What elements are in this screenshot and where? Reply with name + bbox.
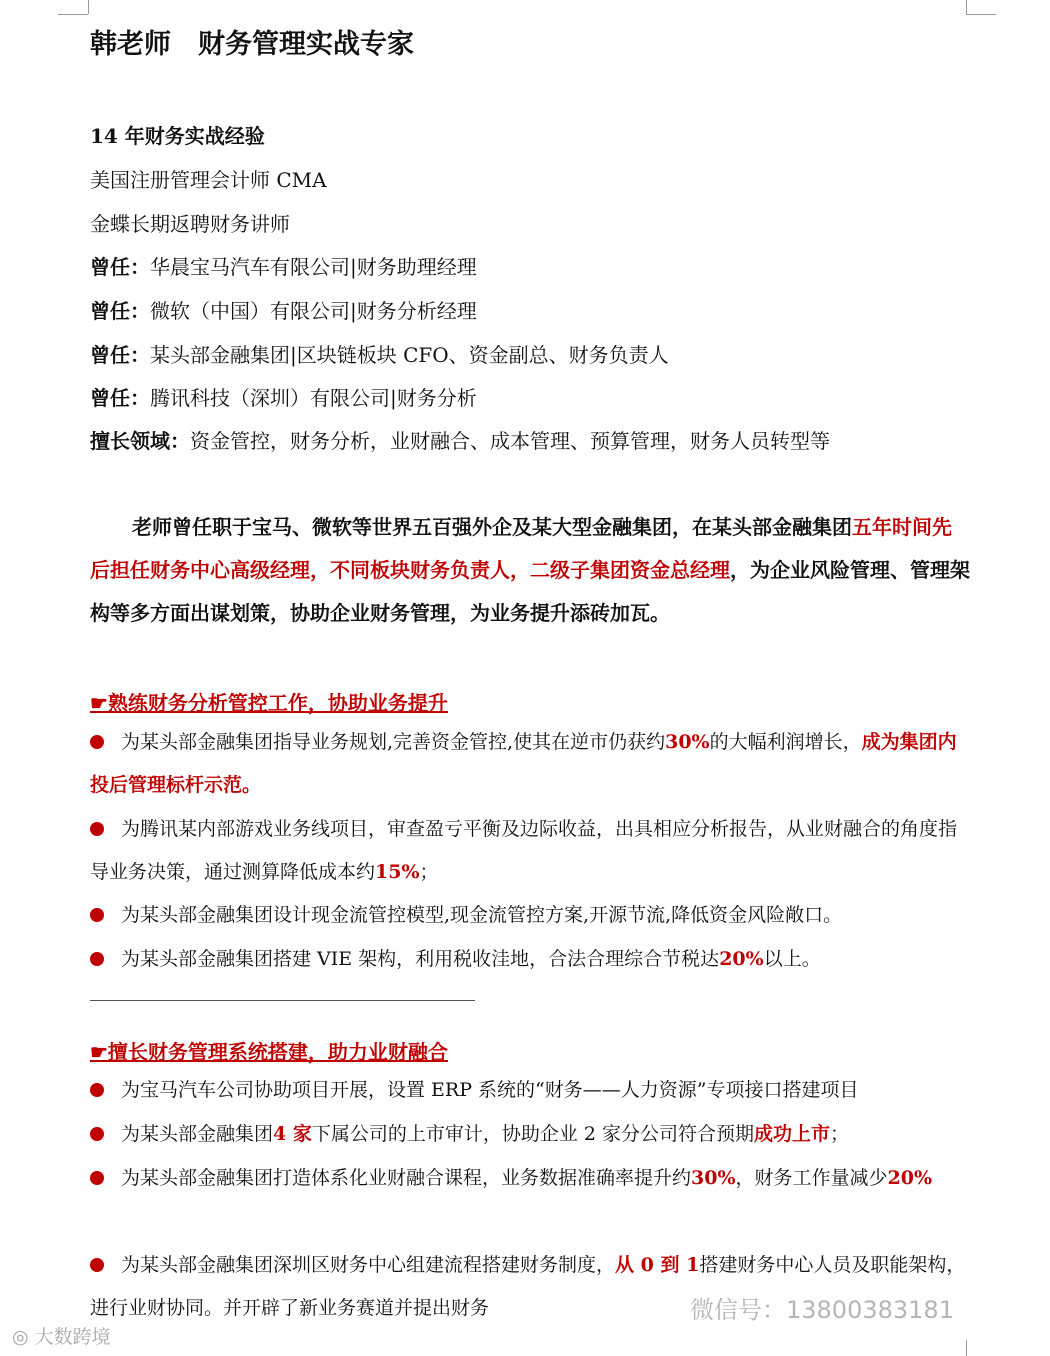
crop-mark	[966, 1340, 967, 1356]
item-number: 20%	[887, 1167, 933, 1189]
bullet-icon	[90, 1258, 104, 1272]
item-text: 为腾讯某内部游戏业务线项目，审查盈亏平衡及边际收益，出具相应分析报告，从业财融合的角度指导业务决策，通过测算降低成本约	[90, 818, 958, 883]
intro-text: ，为企业风险管理、管理架构等多方面出谋划策，协助企业财务管理，为业务提升添砖加瓦。	[90, 558, 970, 625]
item-text: 以上。	[763, 948, 821, 970]
item-text: 为某头部金融集团搭建 VIE 架构，利用税收洼地，合法合理综合节税达	[121, 948, 720, 970]
role-label: 曾任：	[90, 255, 150, 279]
role-label: 曾任：	[90, 386, 150, 410]
role-line	[90, 382, 477, 411]
role-line	[90, 339, 669, 368]
separator-line	[90, 1000, 475, 1001]
bullet-icon	[90, 1127, 104, 1141]
item-text: 搭建财务中心人员及职能架构，进行业财协同。并开辟了新业务赛道并提出财务	[90, 1254, 966, 1319]
item-text: 为某头部金融集团指导业务规划,完善资金管控,使其在逆市仍获约	[121, 731, 666, 753]
item-text: ，财务工作量减少	[735, 1167, 888, 1189]
brand-logo-icon: ◎	[12, 1326, 35, 1348]
item-number: 30%	[665, 731, 710, 753]
role-text: 腾讯科技（深圳）有限公司|财务分析	[150, 386, 477, 410]
role-label: 曾任：	[90, 299, 150, 323]
expertise-line	[90, 425, 830, 454]
list-item	[90, 938, 970, 981]
list-item	[90, 721, 970, 807]
expertise-label: 擅长领域：	[90, 429, 190, 453]
bullet-icon	[90, 1171, 104, 1185]
role-label: 曾任：	[90, 343, 150, 367]
list-item	[90, 1069, 970, 1112]
role-text: 华晨宝马汽车有限公司|财务助理经理	[150, 255, 477, 279]
bullet-icon	[90, 1083, 104, 1097]
item-number: 30%	[691, 1167, 736, 1189]
crop-mark	[966, 0, 967, 14]
item-text: 为某头部金融集团	[121, 1123, 274, 1145]
item-text: 为某头部金融集团深圳区财务中心组建流程搭建财务制度，	[121, 1254, 616, 1276]
item-number: 20%	[719, 948, 764, 970]
list-item	[90, 1157, 970, 1200]
crop-mark	[966, 14, 996, 15]
item-number: 4 家	[273, 1123, 312, 1145]
wechat-label: 微信号：	[690, 1296, 786, 1324]
page-title: 韩老师 财务管理实战专家	[90, 29, 414, 60]
item-text: 为宝马汽车公司协助项目开展，设置 ERP 系统的“财务——人力资源”专项接口搭建项目	[121, 1079, 859, 1101]
wechat-watermark	[690, 1290, 954, 1325]
brand-text: 大数跨境	[34, 1326, 111, 1348]
role-line	[90, 251, 477, 280]
crop-mark	[58, 14, 88, 15]
cert-line: 美国注册管理会计师 CMA	[90, 168, 327, 192]
bullet-icon	[90, 908, 104, 922]
experience-line: 14 年财务实战经验	[90, 124, 265, 148]
list-item	[90, 808, 970, 894]
brand-watermark	[12, 1322, 111, 1349]
list-item	[90, 894, 970, 937]
role-line	[90, 295, 477, 324]
item-text: 为某头部金融集团设计现金流管控模型,现金流管控方案,开源节流,降低资金风险敞口。	[121, 904, 843, 926]
intro-paragraph	[90, 506, 970, 635]
bullet-icon	[90, 822, 104, 836]
list-item	[90, 1113, 970, 1156]
crop-mark	[88, 0, 89, 14]
expertise-text: 资金管控，财务分析，业财融合、成本管理、预算管理，财务人员转型等	[190, 429, 830, 453]
item-text: ；	[419, 861, 439, 883]
section-heading: ☛熟练财务分析管控工作，协助业务提升	[90, 691, 448, 715]
role-text: 某头部金融集团|区块链板块 CFO、资金副总、财务负责人	[150, 343, 669, 367]
intro-highlight: 五年时间先后担任财务中心高级经理，不同板块财务负责人，二级子集团资金总经理	[90, 515, 952, 582]
section-heading: ☛擅长财务管理系统搭建，助力业财融合	[90, 1040, 448, 1064]
item-text: ；	[830, 1123, 850, 1145]
lecturer-line	[90, 208, 290, 237]
role-text: 微软（中国）有限公司|财务分析经理	[150, 299, 477, 323]
item-text: 的大幅利润增长，	[709, 731, 862, 753]
lecturer-text: 金蝶长期返聘财务讲师	[90, 212, 290, 236]
wechat-id: 13800383181	[786, 1296, 954, 1324]
item-highlight: 成为集团内投后管理标杆示范。	[90, 731, 957, 796]
bullet-icon	[90, 735, 104, 749]
bullet-icon	[90, 952, 104, 966]
item-text: 为某头部金融集团打造体系化业财融合课程，业务数据准确率提升约	[121, 1167, 692, 1189]
item-number: 从 0 到 1	[615, 1254, 700, 1276]
intro-text: 老师曾任职于宝马、微软等世界五百强外企及某大型金融集团，在某头部金融集团	[132, 515, 852, 539]
item-text: 下属公司的上市审计，协助企业 2 家分公司符合预期	[311, 1123, 755, 1145]
item-number: 15%	[375, 861, 420, 883]
item-highlight: 成功上市	[754, 1123, 831, 1145]
